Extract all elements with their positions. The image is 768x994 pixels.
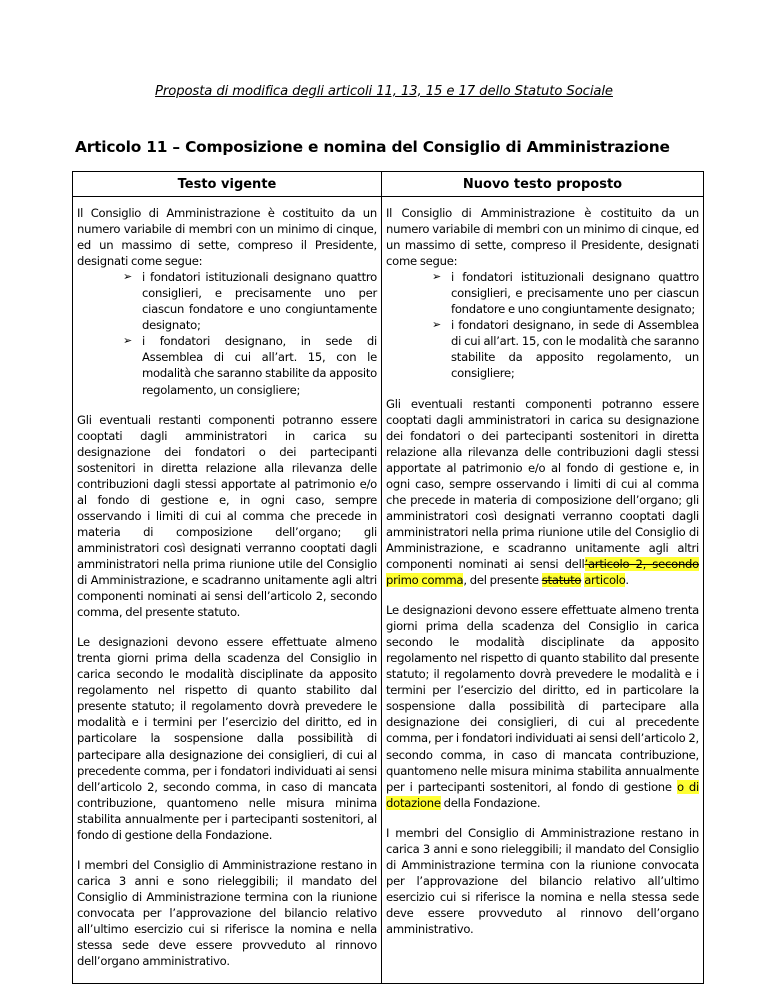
paragraph-designations: Le designazioni devono essere effettuate almeno trenta giorni prima della scadenza del Consiglio in carica secondo le modalità disciplinate da apposito regolamento nel rispetto di quanto stabilito dal presente statuto; il regolamento dovrà prevedere le modalità e i termini per l’esercizio del diritto, ed in particolare la sospensione dalla possibilità di partecipare alla designazione dei consiglieri, di cui al precedente comma, per i fondatori individuati ai sensi dell’articolo 2, secondo comma, in caso di mancata contribuzione, quantomeno nelle misura minima stabilita annualmente per i partecipanti sostenitori, al fondo di gestione della Fondazione.: [77, 635, 377, 842]
list-item-text: i fondatori istituzionali designano quattro consiglieri, e precisamente uno per ciascun fondatore e uno congiuntamente designato;: [451, 270, 699, 317]
list-item: [432, 317, 699, 381]
paragraph-cooptation: Gli eventuali restanti componenti potranno essere cooptati dagli amministratori in carica su designazione dei fondatori o dei partecipanti sostenitori in diretta relazione alla rilevanza delle contribuzioni dagli stessi apportate al patrimonio e/o al fondo di gestione e, in ogni caso, sempre osservando i limiti di cui al comma che precede in materia di composizione dell’organo; gli amministratori così designati verranno cooptati dagli amministratori nella prima riunione utile del Consiglio di Amministrazione, e scadranno unitamente agli altri componenti nominati ai sensi dell’articolo 2, secondo comma, del presente statuto.: [77, 412, 377, 620]
inserted-highlighted-text: articolo: [584, 573, 626, 588]
arrow-bullet-icon: ➢: [123, 334, 132, 348]
paragraph-text: , del presente: [463, 573, 542, 588]
list-item: [123, 269, 377, 333]
arrow-bullet-icon: ➢: [123, 270, 132, 284]
comparison-table: [72, 171, 704, 984]
designation-list: [77, 269, 377, 397]
inserted-highlighted-text: o di dotazione: [386, 779, 700, 810]
document-title: Proposta di modifica degli articoli 11, 13, 15 e 17 dello Statuto Sociale: [155, 84, 613, 99]
paragraph-text: della Fondazione.: [440, 795, 541, 810]
article-heading: Articolo 11 – Composizione e nomina del Consiglio di Amministrazione: [75, 138, 670, 156]
paragraph-intro: Il Consiglio di Amministrazione è costituito da un numero variabile di membri con un minimo di cinque, ed un massimo di sette, compreso il Presidente, designati come segue:: [386, 206, 699, 269]
list-item-text: i fondatori istituzionali designano quattro consiglieri, e precisamente uno per ciascun fondatore e uno congiuntamente designato;: [142, 270, 377, 333]
arrow-bullet-icon: ➢: [432, 318, 441, 332]
list-item-text: i fondatori designano, in sede di Assemblea di cui all’art. 15, con le modalità che saranno stabilite da apposito regolamento, un consigliere;: [451, 318, 699, 381]
inserted-highlighted-text: primo comma: [386, 573, 464, 588]
paragraph-intro: Il Consiglio di Amministrazione è costituito da un numero variabile di membri con un minimo di cinque, ed un massimo di sette, compreso il Presidente, designati come segue:: [77, 206, 377, 269]
current-text-cell: [73, 197, 382, 984]
deleted-highlighted-text: statuto: [541, 573, 582, 588]
paragraph-text: .: [625, 573, 629, 588]
col-header-proposed-text: Nuovo testo proposto: [382, 172, 704, 197]
paragraph-term: I membri del Consiglio di Amministrazione restano in carica 3 anni e sono rieleggibili; il mandato del Consiglio di Amministrazione termina con la riunione convocata per l’approvazione del bilancio relativo all’ultimo esercizio cui si riferisce la nomina e nella stessa sede deve essere provveduto al rinnovo dell’organo amministrativo.: [386, 825, 699, 936]
list-item: [432, 269, 699, 317]
deleted-highlighted-text: ’articolo 2, secondo: [584, 556, 699, 571]
paragraph-text: Le designazioni devono essere effettuate almeno trenta giorni prima della scadenza del Consiglio in carica secondo le modalità disciplinate da apposito regolamento nel rispetto di quanto stabilito dal presente statuto; il regolamento dovrà prevedere le modalità e i termini per l’esercizio del diritto, ed in particolare la sospensione dalla possibilità di partecipare alla designazione dei consiglieri, di cui al precedente comma, per i fondatori individuati ai sensi dell’articolo 2, secondo comma, in caso di mancata contribuzione, quantomeno nelle misura minima stabilita annualmente per i partecipanti sostenitori, al fondo di gestione: [386, 603, 699, 794]
paragraph-designations: [386, 602, 699, 811]
table-row: [73, 197, 704, 984]
list-item-text: i fondatori designano, in sede di Assemblea di cui all’art. 15, con le modalità che saranno stabilite da apposito regolamento, un consigliere;: [142, 334, 377, 397]
paragraph-cooptation: [386, 396, 699, 589]
paragraph-composition: [77, 205, 377, 398]
col-header-current-text: Testo vigente: [73, 172, 382, 197]
designation-list: [386, 269, 699, 381]
paragraph-composition: [386, 205, 699, 382]
paragraph-text: Gli eventuali restanti componenti potranno essere cooptati dagli amministratori in carica su designazione dei fondatori o dei partecipanti sostenitori in diretta relazione alla rilevanza delle contribuzioni dagli stessi apportate al patrimonio e/o al fondo di gestione e, in ogni caso, sempre osservando i limiti di cui al comma che precede in materia di composizione dell’organo; gli amministratori così designati verranno cooptati dagli amministratori nella prima riunione utile del Consiglio di Amministrazione, e scadranno unitamente agli altri componenti nominati ai sensi dell: [386, 396, 699, 571]
table-header-row: [73, 172, 704, 197]
list-item: [123, 333, 377, 397]
paragraph-term: I membri del Consiglio di Amministrazione restano in carica 3 anni e sono rieleggibili; il mandato del Consiglio di Amministrazione termina con la riunione convocata per l’approvazione del bilancio relativo all’ultimo esercizio cui si riferisce la nomina e nella stessa sede deve essere provveduto al rinnovo dell’organo amministrativo.: [77, 857, 377, 969]
arrow-bullet-icon: ➢: [432, 270, 441, 284]
proposed-text-cell: [382, 197, 704, 984]
